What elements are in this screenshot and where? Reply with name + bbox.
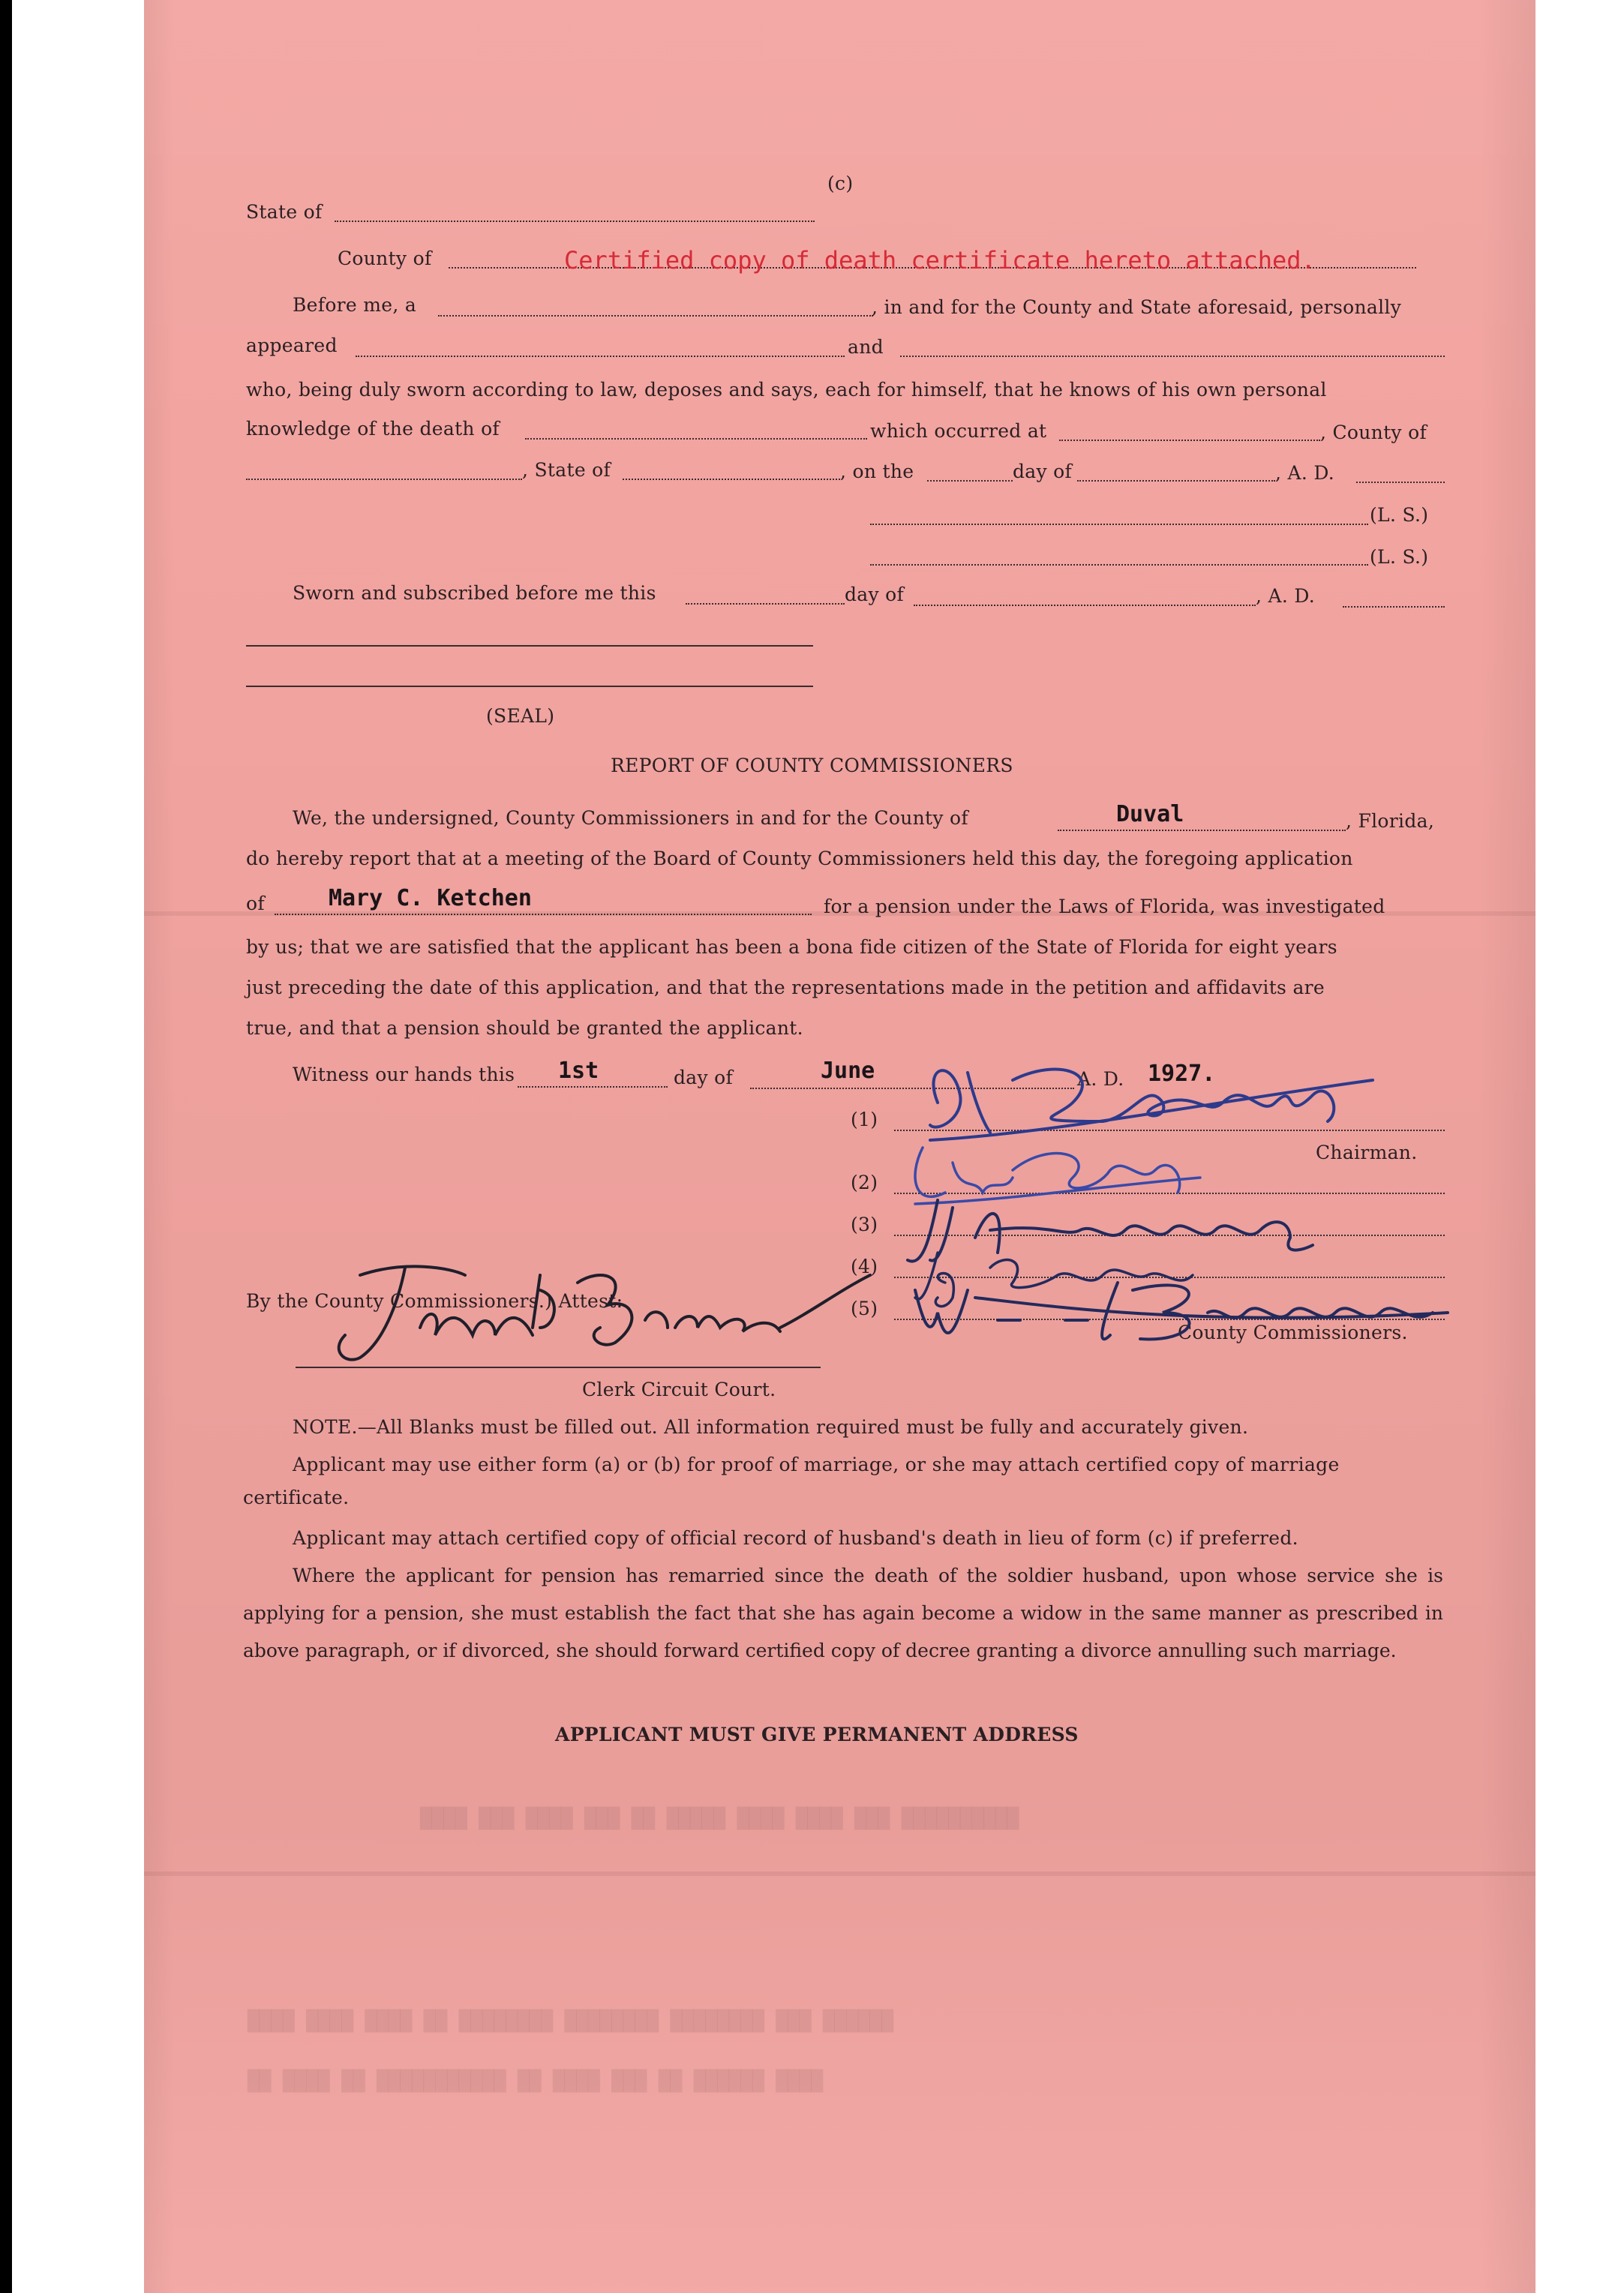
signature-2-blank[interactable] [870,564,1368,566]
witness-month-typed: June [821,1058,875,1084]
report-heading: REPORT OF COUNTY COMMISSIONERS [611,755,1013,776]
bleed-through-text: ████ ███ ████ ███ ██ █████ ████ ████ ███ ██████████ [420,1808,1019,1830]
place-of-death-blank[interactable] [1059,440,1320,441]
and-label: and [848,336,884,358]
report-line-4: by us; that we are satisfied that the applicant has been a bona fide citizen of the State of Florida for eight years [246,936,1337,958]
county-name-blank[interactable] [1058,830,1346,831]
sworn-year-blank[interactable] [1343,606,1445,608]
applicant-name-blank[interactable] [275,914,812,915]
year-blank[interactable] [1356,482,1445,483]
sworn-day-of-label: day of [845,584,905,605]
report-line-3b: for a pension under the Laws of Florida, was investigated [824,896,1385,917]
chairman-label: Chairman. [1316,1142,1418,1163]
state-blank[interactable] [623,479,840,480]
sworn-label: Sworn and subscribed before me this [293,582,656,604]
note-4: Where the applicant for pension has remarried since the death of the soldier husband, upon whose service she is applying for a pension, she must establish the fact that she has again become a widow in the same manner as prescribed in above paragraph, or if divorced, she should forward certified copy of decree granting a divorce annulling such marriage. [243,1565,1443,1661]
deceased-blank[interactable] [525,438,867,440]
bleed-through-text: ████ ████ ████ ██ ████████ ████████ ████████ ███ ██████ [248,2010,893,2033]
affiant-2-blank[interactable] [900,356,1445,357]
attest-label: By the County Commissioners.) Attest: [246,1290,623,1312]
knowledge-label: knowledge of the death of [246,418,500,440]
day-of-label: day of [1013,461,1073,482]
note-2a: Applicant may use either form (a) or (b) for proof of marriage, or she may attach certified copy of marriage [293,1454,1340,1475]
month-blank[interactable] [1077,480,1275,482]
county-of-label: County of [338,248,432,269]
officer-title-blank[interactable] [438,315,873,317]
report-line-1b: , Florida, [1346,810,1435,832]
state-of-mid-label: , State of [522,459,611,481]
scan-border [0,0,12,2293]
signature-1-blank[interactable] [870,524,1368,525]
witness-year-typed: 1927. [1148,1061,1216,1087]
commissioner-5-signature [893,1268,1463,1358]
state-of-blank[interactable] [335,221,815,222]
note-3: Applicant may attach certified copy of official record of husband's death in lieu of form (c) if preferred. [293,1527,1298,1549]
commissioner-number-5: (5) [851,1298,878,1319]
affiant-1-blank[interactable] [356,356,845,357]
commissioner-number-3: (3) [851,1214,878,1235]
ls-1-label: (L. S.) [1370,504,1429,526]
sworn-month-blank[interactable] [914,605,1256,606]
report-line-6: true, and that a pension should be granted the applicant. [246,1017,803,1039]
officer-title-line[interactable] [246,686,813,687]
witness-day-typed: 1st [558,1058,599,1084]
note-2b: certificate. [243,1487,350,1508]
witness-day-of-label: day of [674,1067,734,1088]
clerk-signature [315,1245,885,1373]
ls-2-label: (L. S.) [1370,546,1429,568]
county-of-typed-note: Certified copy of death certificate hereto attached. [564,246,1316,275]
sworn-day-blank[interactable] [686,603,845,605]
commissioner-number-4: (4) [851,1256,878,1277]
which-occurred-label: which occurred at [870,420,1047,442]
county-commissioners-label: County Commissioners. [1178,1322,1408,1343]
deposes-text: who, being duly sworn according to law, deposes and says, each for himself, that he knows of his own personal [246,379,1327,401]
note-1: NOTE.—All Blanks must be filled out. All information required must be fully and accurately given. [293,1416,1249,1438]
before-me-rest: , in and for the County and State aforesaid, personally [872,296,1402,318]
permanent-address-notice: APPLICANT MUST GIVE PERMANENT ADDRESS [555,1724,1079,1745]
appeared-label: appeared [246,335,338,356]
sworn-ad-label: , A. D. [1256,585,1316,607]
commissioner-number-1: (1) [851,1109,878,1130]
county-of-trail: , County of [1320,422,1427,443]
report-line-5: just preceding the date of this application, and that the representations made in the petition and affidavits are [246,977,1325,998]
before-me-label: Before me, a [293,294,417,316]
day-blank[interactable] [927,480,1013,482]
seal-label: (SEAL) [486,705,555,727]
witness-label: Witness our hands this [293,1064,515,1085]
bleed-through-text: ██ ████ ██ ███████████ ██ ████ ███ ██ ██████ ████ [248,2070,824,2093]
clerk-label: Clerk Circuit Court. [582,1379,776,1400]
witness-ad-label: A. D. [1077,1068,1124,1090]
form-c-label: (c) [827,173,854,194]
report-line-2: do hereby report that at a meeting of the Board of County Commissioners held this day, the foregoing application [246,848,1353,869]
county-blank[interactable] [246,479,522,480]
witness-day-blank[interactable] [518,1086,668,1088]
on-the-label: , on the [840,461,914,482]
commissioner-number-2: (2) [851,1172,878,1193]
applicant-name-typed: Mary C. Ketchen [329,885,532,911]
state-of-label: State of [246,201,323,223]
county-name-typed: Duval [1116,801,1184,827]
ad-label: , A. D. [1275,462,1335,484]
officer-signature-line[interactable] [246,645,813,647]
paper-fold [144,1871,1535,1876]
report-line-1a: We, the undersigned, County Commissioners in and for the County of [293,807,968,829]
of-label: of [246,893,265,914]
